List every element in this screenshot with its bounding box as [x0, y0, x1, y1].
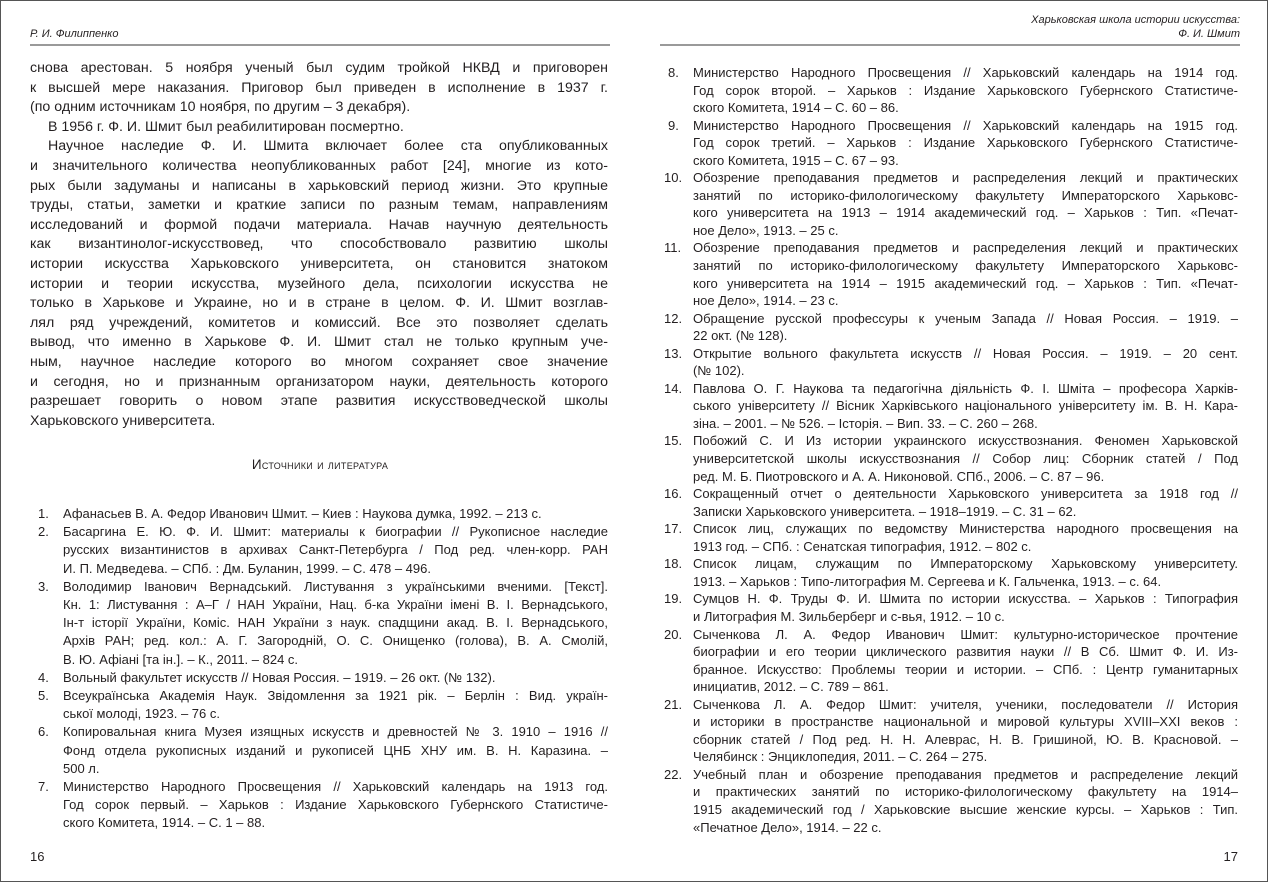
reference-number: 8.	[668, 65, 679, 80]
reference-item	[660, 169, 1238, 239]
text-line: разрешает говорить о новом этапе развития искусствоведческой школы	[30, 393, 608, 410]
reference-number: 13.	[664, 345, 683, 361]
reference-number: 9.	[668, 117, 679, 133]
reference-item	[660, 64, 1238, 117]
reference-number: 20.	[664, 626, 683, 642]
reference-number: 2.	[38, 524, 49, 540]
text-line: (по одним источникам 10 ноября, по другим – 3 декабря).	[30, 99, 411, 116]
text-line: истории и теории искусства, музейного дела, психологии искусства не	[30, 275, 608, 292]
reference-line: и практических занятий по историко-филологическому факультету на 1914–	[693, 784, 1238, 800]
reference-item	[660, 626, 1238, 696]
reference-line: Список лицам, служащим по Императорскому Харьковскому университету.	[693, 556, 1238, 572]
paragraph	[30, 118, 608, 138]
reference-line: Обозрение преподавания предметов и распределения лекций и практических	[693, 170, 1238, 186]
reference-line: университетской школы искусствознания // Собор лиц: Сборник статей / Под	[693, 451, 1238, 467]
reference-line: Фонд отдела рукописных изданий и рукописей ЦНБ ХНУ им. В. Н. Каразина. –	[63, 742, 608, 758]
reference-number: 21.	[664, 696, 683, 712]
reference-number: 5.	[38, 688, 49, 704]
text-line: Харьковского университета.	[30, 412, 216, 429]
reference-line: «Печатное Дело», 1914. – 22 с.	[693, 819, 882, 835]
reference-line: Министерство Народного Просвещения // Харьковский календарь на 1915 год.	[693, 117, 1238, 133]
reference-number: 16.	[664, 486, 683, 502]
header-author: Р. И. Филиппенко	[30, 28, 119, 40]
reference-item	[660, 117, 1238, 170]
reference-item	[30, 578, 608, 669]
running-header	[660, 8, 1240, 46]
page-number: 17	[1223, 849, 1238, 864]
reference-line: сборник статей / Под ред. Н. Н. Алеврас, Н. В. Гришиной, Ю. В. Красновой. –	[693, 731, 1238, 747]
reference-item	[660, 696, 1238, 766]
reference-number: 4.	[38, 669, 49, 685]
right-page	[660, 0, 1240, 882]
reference-number: 12.	[664, 310, 683, 326]
reference-line: кого университета на 1913 – 1914 академический год. – Харьков : Тип. «Печат-	[693, 205, 1238, 221]
reference-line: Архів РАН; ред. кол.: А. Г. Загородній, О. С. Онищенко (голова), В. А. Смолій,	[63, 633, 608, 649]
reference-item	[30, 669, 608, 687]
reference-item	[660, 345, 1238, 380]
text-line: к высшей мере наказания. Приговор был приведен в исполнение в 1937 г.	[30, 79, 608, 96]
running-header	[30, 8, 610, 46]
reference-line: 1913. – Харьков : Типо-литография М. Сергеева и К. Гальченка, 1913. – с. 64.	[693, 573, 1162, 589]
body-text	[30, 59, 608, 431]
text-line: и значительного количества неопубликованных работ [24], многие из кото-	[30, 157, 608, 174]
reference-line: кого университета на 1914 – 1915 академический год. – Харьков : Тип. «Печат-	[693, 275, 1238, 291]
text-line: только в Харькове и Украине, но и в стране в целом. Ф. И. Шмит возглав-	[30, 295, 608, 312]
reference-line: инициатив, 2012. – С. 789 – 861.	[693, 679, 889, 695]
text-line: вывод, что именно в Харькове Ф. И. Шмит стал не только крупным уче-	[30, 334, 608, 351]
reference-number: 1.	[38, 506, 49, 521]
paragraph	[30, 59, 608, 118]
reference-line: русских византинистов в архивах Санкт-Петербурга / Под ред. член-корр. РАН	[63, 542, 608, 558]
reference-line: Сумцов Н. Ф. Труды Ф. И. Шмита по истории искусства. – Харьков : Типография	[693, 591, 1238, 607]
page-number: 16	[30, 849, 45, 864]
reference-line: ского Комитета, 1914 – С. 60 – 86.	[693, 100, 899, 116]
reference-number: 19.	[664, 591, 683, 607]
reference-item	[660, 766, 1238, 836]
reference-number: 18.	[664, 556, 683, 572]
reference-line: и Литография М. Зильберберг и с-вья, 1912. – 10 с.	[693, 608, 1005, 624]
reference-line: ського університету // Вісник Харківського національного університету ім. В. Н. Кара-	[693, 398, 1238, 414]
reference-item	[660, 239, 1238, 309]
header-title	[1031, 13, 1240, 41]
reference-line: Кн. 1: Листування : А–Г / НАН України, Нац. б-ка України імені В. І. Вернадського,	[63, 597, 608, 613]
reference-number: 14.	[664, 380, 683, 396]
reference-line: Павлова О. Г. Наукова та педагогічна діяльність Ф. І. Шміта – професора Харків-	[693, 380, 1238, 396]
reference-line: ред. М. Б. Пиотровского и А. А. Никоновой. СПб., 2006. – С. 87 – 96.	[693, 468, 1105, 484]
section-title: Источники и литература	[251, 457, 389, 472]
reference-line: 1913 год. – СПб. : Сенатская типография, 1912. – 802 с.	[693, 538, 1032, 554]
reference-line: В. Ю. Афіані [та ін.]. – К., 2011. – 824 с.	[63, 651, 299, 667]
reference-item	[660, 590, 1238, 625]
reference-line: Побожий С. И Из истории украинского искусствознания. Феномен Харьковской	[693, 433, 1238, 449]
reference-line: Записки Харьковского университета. – 1918–1919. – С. 31 – 62.	[693, 503, 1077, 519]
reference-line: биографии и его теории циклического развития науки // В Сб. Шмит Ф. И. Из-	[693, 644, 1238, 660]
reference-item	[660, 380, 1238, 433]
reference-item	[30, 523, 608, 578]
reference-number: 3.	[38, 578, 49, 594]
text-line: В 1956 г. Ф. И. Шмит был реабилитирован посмертно.	[48, 118, 404, 135]
text-line: истории искусства Харьковского университета, он становится знатоком	[30, 255, 608, 272]
reference-item	[30, 687, 608, 723]
reference-line: Басаргина Е. Ю. Ф. И. Шмит: материалы к биографии // Рукописное наследие	[63, 524, 608, 540]
reference-line: Министерство Народного Просвещения // Харьковский календарь на 1914 год.	[693, 65, 1238, 80]
reference-line: Список лиц, служащих по ведомству Министерства народного просвещения на	[693, 521, 1238, 537]
left-page	[30, 0, 610, 882]
reference-line: Министерство Народного Просвещения // Харьковский календарь на 1913 год.	[63, 779, 608, 795]
reference-number: 6.	[38, 724, 49, 740]
reference-item	[660, 555, 1238, 590]
reference-number: 7.	[38, 779, 49, 795]
reference-number: 11.	[664, 240, 682, 256]
text-line: исследований и формой подачи материала. Начав научную деятельность	[30, 216, 608, 233]
reference-line: Открытие вольного факультета искусств // Новая Россия. – 1919. – 20 сент.	[693, 345, 1238, 361]
header-line: Ф. И. Шмит	[1178, 28, 1240, 40]
reference-item	[30, 723, 608, 778]
reference-number: 22.	[664, 766, 683, 782]
paragraph	[30, 137, 608, 431]
reference-line: Всеукраїнська Академія Наук. Звідомлення за 1921 рік. – Берлін : Вид. україн-	[63, 688, 608, 704]
reference-line: занятий по историко-филологическому факультету Императорского Харьковс-	[693, 258, 1238, 274]
reference-line: Год сорок первый. – Харьков : Издание Харьковского Губернского Статистиче-	[63, 797, 608, 813]
reference-line: Сыченкова Л. А. Федор Иванович Шмит: культурно-историческое прочтение	[693, 626, 1238, 642]
reference-line: зіна. – 2001. – № 526. – Історія. – Вип. 33. – С. 260 – 268.	[693, 415, 1038, 431]
reference-line: 22 окт. (№ 128).	[693, 328, 788, 344]
reference-line: Володимир Іванович Вернадський. Листування з українськими вченими. [Текст].	[63, 578, 608, 594]
reference-list	[30, 505, 610, 833]
reference-line: Сыченкова Л. А. Федор Шмит: учителя, ученики, последователи // История	[693, 696, 1238, 712]
reference-line: Ін-т історії України, Коміс. НАН України з наук. спадщини акад. В. І. Вернадського,	[63, 615, 608, 631]
reference-item	[660, 520, 1238, 555]
reference-number: 10.	[664, 170, 683, 186]
reference-line: ської молоді, 1923. – 76 с.	[63, 706, 220, 722]
reference-line: (№ 102).	[693, 363, 745, 379]
reference-item	[660, 485, 1238, 520]
reference-item	[660, 310, 1238, 345]
reference-number: 15.	[664, 433, 683, 449]
text-line: труды, статьи, заметки и краткие записи по разным темам, направлениям	[30, 197, 608, 214]
reference-line: Обращение русской профессуры к ученым Запада // Новая Россия. – 1919. –	[693, 310, 1238, 326]
reference-line: ского Комитета, 1914. – С. 1 – 88.	[63, 815, 266, 831]
text-line: как византинолог-искусствовед, что способствовало развитию школы	[30, 236, 608, 253]
text-line: снова арестован. 5 ноября ученый был судим тройкой НКВД и приговорен	[30, 60, 608, 76]
reference-line: и историки в пространстве национальной и мировой культуры XVIII–XXI веков :	[693, 714, 1238, 730]
reference-line: 1915 академический год / Харьковские высшие женские курсы. – Харьков : Тип.	[693, 801, 1238, 817]
reference-line: Год сорок третий. – Харьков : Издание Харьковского Губернского Статистиче-	[693, 135, 1238, 151]
reference-item	[30, 505, 608, 523]
reference-line: Сокращенный отчет о деятельности Харьковского университета за 1918 год //	[693, 486, 1238, 502]
reference-item	[30, 778, 608, 833]
text-line: рых были задуманы и написаны в харьковский период жизни. Это крупные	[30, 177, 608, 194]
text-line: лял ряд учреждений, комитетов и комиссий. Все это позволяет сделать	[30, 314, 608, 331]
reference-line: ского Комитета, 1915 – С. 67 – 93.	[693, 152, 899, 168]
reference-line: Вольный факультет искусств // Новая Россия. – 1919. – 26 окт. (№ 132).	[63, 669, 496, 685]
reference-line: Обозрение преподавания предметов и распределения лекций и практических	[693, 240, 1238, 256]
reference-line: занятий по историко-филологическому факультету Императорского Харьковс-	[693, 187, 1238, 203]
reference-line: Учебный план и обозрение преподавания предметов и распределение лекций	[693, 766, 1238, 782]
reference-line: Афанасьев В. А. Федор Иванович Шмит. – Киев : Наукова думка, 1992. – 213 с.	[63, 506, 542, 521]
reference-line: бранное. Искусство: Проблемы теории и истории. – СПб. : Центр гуманитарных	[693, 661, 1238, 677]
reference-line: 500 л.	[63, 760, 100, 776]
reference-item	[660, 432, 1238, 485]
reference-line: ное Дело», 1914. – 23 с.	[693, 293, 839, 309]
reference-line: И. П. Медведева. – СПб. : Дм. Буланин, 1999. – С. 478 – 496.	[63, 560, 431, 576]
reference-line: Год сорок второй. – Харьков : Издание Харьковского Губернского Статистиче-	[693, 82, 1238, 98]
text-line: и сегодня, но и признанным организатором науки, деятельность которого	[30, 373, 608, 390]
reference-line: ное Дело», 1913. – 25 с.	[693, 222, 839, 238]
reference-line: Челябинск : Энциклопедия, 2011. – С. 264 – 275.	[693, 749, 988, 765]
text-line: ным, научное наследие которого во многом сохраняет свое значение	[30, 353, 608, 370]
header-line: Харьковская школа истории искусства:	[1031, 14, 1240, 26]
text-line: Научное наследие Ф. И. Шмита включает более ста опубликованных	[48, 138, 608, 155]
reference-number: 17.	[664, 521, 683, 537]
reference-list	[660, 64, 1240, 836]
reference-line: Копировальная книга Музея изящных искусств и древностей № 3. 1910 – 1916 //	[63, 724, 608, 740]
